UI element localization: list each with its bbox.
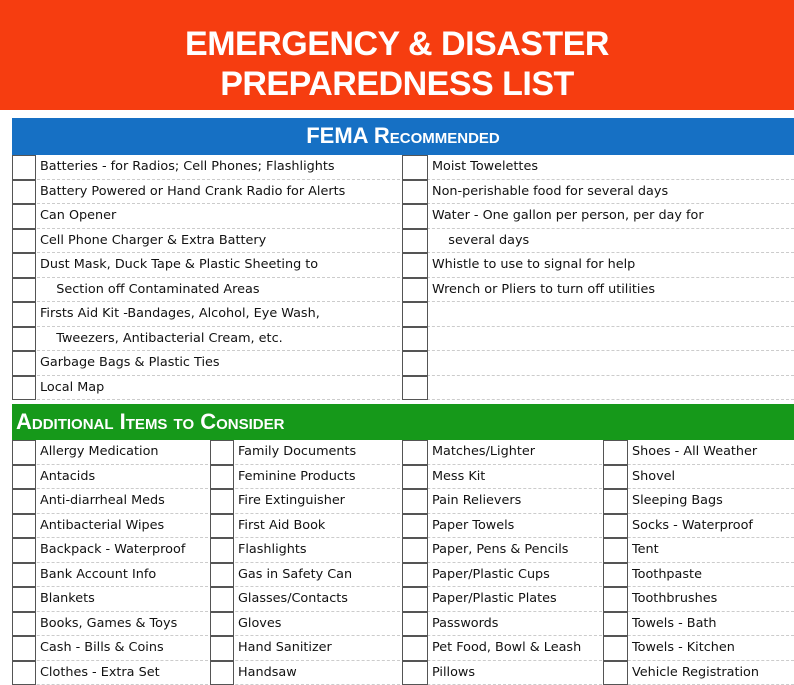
checkbox[interactable]	[603, 489, 628, 514]
checklist-item	[402, 465, 602, 490]
item-label: Towels - Kitchen	[632, 636, 735, 660]
checklist-item	[402, 351, 794, 376]
item-label: Socks - Waterproof	[632, 514, 753, 538]
item-label: Pet Food, Bowl & Leash	[432, 636, 581, 660]
item-label: Wrench or Pliers to turn off utilities	[432, 278, 655, 302]
item-label: Dust Mask, Duck Tape & Plastic Sheeting to	[40, 253, 318, 277]
checklist-item	[402, 563, 602, 588]
item-label: Gas in Safety Can	[238, 563, 352, 587]
item-label: Towels - Bath	[632, 612, 717, 636]
checkbox[interactable]	[210, 440, 234, 465]
checklist-item	[12, 376, 400, 401]
checklist-item	[402, 538, 602, 563]
checkbox[interactable]	[603, 612, 628, 637]
checklist-item	[603, 587, 794, 612]
item-label: Glasses/Contacts	[238, 587, 348, 611]
item-label: Passwords	[432, 612, 498, 636]
checkbox[interactable]	[12, 204, 36, 229]
checkbox[interactable]	[210, 514, 234, 539]
checkbox[interactable]	[402, 229, 428, 254]
checklist-item	[12, 440, 208, 465]
item-label: Paper/Plastic Plates	[432, 587, 557, 611]
checkbox[interactable]	[402, 327, 428, 352]
checkbox[interactable]	[402, 204, 428, 229]
item-label: Water - One gallon per person, per day for	[432, 204, 704, 228]
item-label: Anti-diarrheal Meds	[40, 489, 165, 513]
item-label: several days	[432, 229, 529, 253]
item-label: Allergy Medication	[40, 440, 159, 464]
item-label: Books, Games & Toys	[40, 612, 177, 636]
checklist-item	[12, 180, 400, 205]
item-label: Toothbrushes	[632, 587, 717, 611]
checkbox[interactable]	[12, 636, 36, 661]
checklist-item	[12, 538, 208, 563]
title-line-1: EMERGENCY & DISASTER	[0, 24, 794, 64]
checkbox[interactable]	[402, 465, 428, 490]
checklist-item	[603, 612, 794, 637]
checklist-item	[210, 514, 400, 539]
checkbox[interactable]	[210, 563, 234, 588]
checkbox[interactable]	[210, 661, 234, 685]
item-label: Shoes - All Weather	[632, 440, 757, 464]
checklist-item	[402, 229, 794, 254]
checklist-item	[603, 661, 794, 685]
checklist-item	[402, 155, 794, 180]
checklist-item	[12, 661, 208, 685]
checklist-item	[402, 302, 794, 327]
item-label: Flashlights	[238, 538, 307, 562]
checkbox[interactable]	[12, 587, 36, 612]
checklist-item	[402, 587, 602, 612]
checkbox[interactable]	[402, 253, 428, 278]
item-label: Backpack - Waterproof	[40, 538, 185, 562]
item-label: Hand Sanitizer	[238, 636, 332, 660]
checkbox[interactable]	[402, 489, 428, 514]
item-label: Garbage Bags & Plastic Ties	[40, 351, 220, 375]
checkbox[interactable]	[12, 465, 36, 490]
checkbox[interactable]	[603, 563, 628, 588]
checklist-item	[12, 155, 400, 180]
checkbox[interactable]	[402, 376, 428, 401]
checklist-item	[12, 204, 400, 229]
checkbox[interactable]	[210, 612, 234, 637]
checkbox[interactable]	[12, 278, 36, 303]
checklist-item	[402, 661, 602, 685]
page-header	[0, 0, 794, 110]
checkbox[interactable]	[210, 465, 234, 490]
checklist-item	[210, 440, 400, 465]
item-label: Toothpaste	[632, 563, 702, 587]
item-label: Antibacterial Wipes	[40, 514, 164, 538]
checklist-item	[402, 612, 602, 637]
checkbox[interactable]	[210, 538, 234, 563]
checklist-item	[210, 563, 400, 588]
checklist-item	[210, 587, 400, 612]
checkbox[interactable]	[402, 612, 428, 637]
checklist-item	[402, 514, 602, 539]
checkbox[interactable]	[603, 538, 628, 563]
checkbox[interactable]	[210, 636, 234, 661]
item-label: Batteries - for Radios; Cell Phones; Flashlights	[40, 155, 335, 179]
item-label: Shovel	[632, 465, 675, 489]
checkbox[interactable]	[12, 489, 36, 514]
checklist-item	[402, 489, 602, 514]
checkbox[interactable]	[402, 351, 428, 376]
checklist-item	[210, 612, 400, 637]
checkbox[interactable]	[402, 538, 428, 563]
item-label: Pain Relievers	[432, 489, 521, 513]
checkbox[interactable]	[402, 155, 428, 180]
checklist-item	[402, 376, 794, 401]
title-line-2: PREPAREDNESS LIST	[0, 64, 794, 104]
checkbox[interactable]	[12, 563, 36, 588]
item-label: Paper/Plastic Cups	[432, 563, 550, 587]
checklist-item	[603, 636, 794, 661]
checklist-item	[210, 661, 400, 685]
item-label: Clothes - Extra Set	[40, 661, 160, 685]
checklist-item	[402, 253, 794, 278]
checklist-item	[12, 253, 400, 278]
item-label: Battery Powered or Hand Crank Radio for Alerts	[40, 180, 345, 204]
fema-section-title: FEMA Recommended	[12, 118, 794, 155]
checkbox[interactable]	[402, 278, 428, 303]
checkbox[interactable]	[12, 661, 36, 685]
item-label: Bank Account Info	[40, 563, 156, 587]
checkbox[interactable]	[603, 587, 628, 612]
checkbox[interactable]	[12, 229, 36, 254]
checklist-item	[12, 327, 400, 352]
checkbox[interactable]	[12, 538, 36, 563]
checklist-item	[12, 489, 208, 514]
checkbox[interactable]	[12, 302, 36, 327]
checklist-item	[12, 278, 400, 303]
item-label: Pillows	[432, 661, 475, 685]
checklist-item	[603, 538, 794, 563]
checkbox[interactable]	[210, 587, 234, 612]
item-label: Family Documents	[238, 440, 356, 464]
item-label: Local Map	[40, 376, 104, 400]
item-label: Gloves	[238, 612, 281, 636]
checklist-item	[12, 465, 208, 490]
item-label: Can Opener	[40, 204, 116, 228]
checklist-item	[402, 180, 794, 205]
checkbox[interactable]	[603, 661, 628, 685]
item-label: Sleeping Bags	[632, 489, 723, 513]
checkbox[interactable]	[402, 440, 428, 465]
checklist-item	[12, 636, 208, 661]
checklist-item	[210, 636, 400, 661]
checkbox[interactable]	[402, 636, 428, 661]
item-label: Cash - Bills & Coins	[40, 636, 164, 660]
checklist-item	[12, 302, 400, 327]
checklist-item	[12, 351, 400, 376]
checkbox[interactable]	[402, 302, 428, 327]
checkbox[interactable]	[12, 180, 36, 205]
checkbox[interactable]	[210, 489, 234, 514]
checkbox[interactable]	[12, 327, 36, 352]
checklist-item	[210, 489, 400, 514]
item-label: Whistle to use to signal for help	[432, 253, 635, 277]
checklist-item	[210, 465, 400, 490]
checklist-item	[402, 636, 602, 661]
item-label: Paper Towels	[432, 514, 514, 538]
checkbox[interactable]	[402, 587, 428, 612]
item-label: Firsts Aid Kit -Bandages, Alcohol, Eye Wash,	[40, 302, 320, 326]
checklist-item	[12, 229, 400, 254]
checklist-item	[402, 440, 602, 465]
item-label: Section off Contaminated Areas	[40, 278, 260, 302]
checkbox[interactable]	[402, 661, 428, 685]
checkbox[interactable]	[603, 636, 628, 661]
checklist-item	[603, 514, 794, 539]
item-label: Handsaw	[238, 661, 297, 685]
checklist-item	[603, 440, 794, 465]
checklist-item	[210, 538, 400, 563]
item-label: Tweezers, Antibacterial Cream, etc.	[40, 327, 283, 351]
checklist-item	[12, 514, 208, 539]
item-label: First Aid Book	[238, 514, 325, 538]
checkbox[interactable]	[12, 514, 36, 539]
checkbox[interactable]	[12, 253, 36, 278]
checkbox[interactable]	[402, 180, 428, 205]
checkbox[interactable]	[12, 351, 36, 376]
checkbox[interactable]	[603, 440, 628, 465]
checkbox[interactable]	[402, 514, 428, 539]
checklist-item	[402, 204, 794, 229]
checklist-item	[12, 563, 208, 588]
item-label: Paper, Pens & Pencils	[432, 538, 568, 562]
checklist-item	[12, 587, 208, 612]
item-label: Antacids	[40, 465, 95, 489]
item-label: Mess Kit	[432, 465, 485, 489]
checklist-item	[603, 489, 794, 514]
checkbox[interactable]	[12, 440, 36, 465]
checklist-item	[402, 327, 794, 352]
item-label: Matches/Lighter	[432, 440, 535, 464]
item-label: Fire Extinguisher	[238, 489, 345, 513]
checkbox[interactable]	[12, 376, 36, 401]
checklist-item	[603, 563, 794, 588]
item-label: Non-perishable food for several days	[432, 180, 668, 204]
item-label: Cell Phone Charger & Extra Battery	[40, 229, 266, 253]
item-label: Blankets	[40, 587, 95, 611]
checkbox[interactable]	[603, 514, 628, 539]
item-label: Tent	[632, 538, 659, 562]
checkbox[interactable]	[402, 563, 428, 588]
additional-section-title: Additional Items to Consider	[12, 404, 794, 440]
checklist-item	[402, 278, 794, 303]
item-label: Vehicle Registration	[632, 661, 759, 685]
item-label: Feminine Products	[238, 465, 356, 489]
checklist-item	[12, 612, 208, 637]
checklist-item	[603, 465, 794, 490]
checkbox[interactable]	[12, 612, 36, 637]
item-label: Moist Towelettes	[432, 155, 538, 179]
checkbox[interactable]	[12, 155, 36, 180]
checkbox[interactable]	[603, 465, 628, 490]
